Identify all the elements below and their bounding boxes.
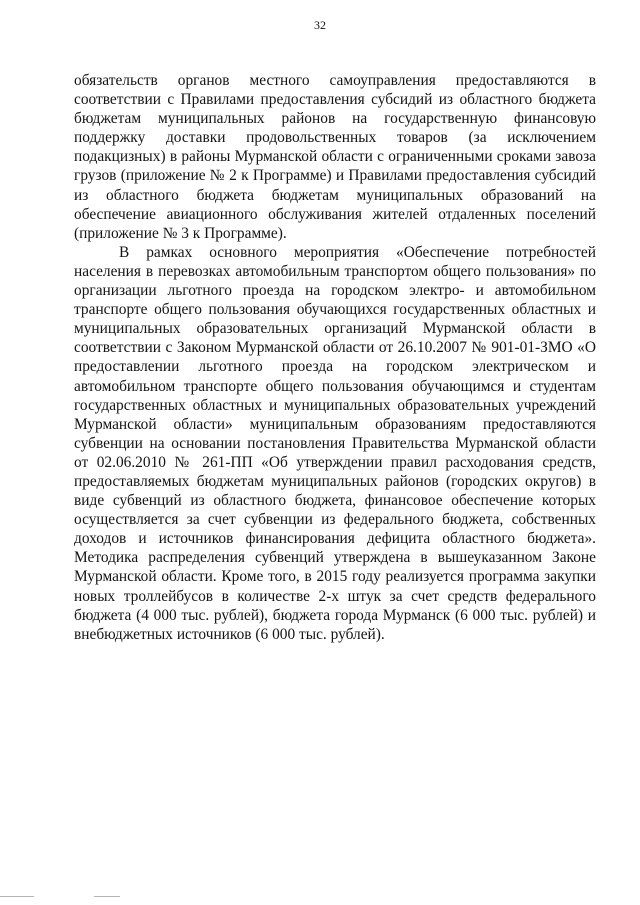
page-number: 32: [314, 18, 326, 32]
scan-artifact-line: [0, 896, 34, 897]
document-body: [74, 71, 596, 644]
scan-artifact-line: [94, 896, 120, 897]
paragraph-continuation: обязательств органов местного самоуправления предоставляются в соответствии с Правилами предоставления субсидий из областного бюджета бюджетам муниципальных районов на государственную финансовую поддержку доставки продовольственных товаров (за исключением подакцизных) в районы Мурманской области с ограниченными сроками завоза грузов (приложение № 2 к Программе) и Правилами предоставления субсидий из областного бюджета бюджетам муниципальных образований на обеспечение авиационного обслуживания жителей отдаленных поселений (приложение № 3 к Программе).: [74, 72, 596, 242]
paragraph-transport-subventions: В рамках основного мероприятия «Обеспечение потребностей населения в перевозках автомобильным транспортом общего пользования» по организации льготного проезда на городском электро- и автомобильном транспорте общего пользования обучающихся государственных областных и муниципальных образовательных организаций Мурманской области в соответствии с Законом Мурманской области от 26.10.2007 № 901-01-ЗМО «О предоставлении льготного проезда на городском электрическом и автомобильном транспорте общего пользования обучающимся и студентам государственных областных и муниципальных образовательных учреждений Мурманской области» муниципальным образованиям предоставляются субвенции на основании постановления Правительства Мурманской области от 02.06.2010 № 261-ПП «Об утверждении правил расходования средств, предоставляемых бюджетам муниципальных районов (городских округов) в виде субвенций из областного бюджета, финансовое обеспечение которых осуществляется за счет субвенции из федерального бюджета, собственных доходов и источников финансирования дефицита областного бюджета». Методика распределения субвенций утверждена в вышеуказанном Законе Мурманской области. Кроме того, в 2015 году реализуется программа закупки новых троллейбусов в количестве 2-х штук за счет средств федерального бюджета (4 000 тыс. рублей), бюджета города Мурманск (6 000 тыс. рублей) и внебюджетных источников (6 000 тыс. рублей).: [74, 243, 596, 643]
